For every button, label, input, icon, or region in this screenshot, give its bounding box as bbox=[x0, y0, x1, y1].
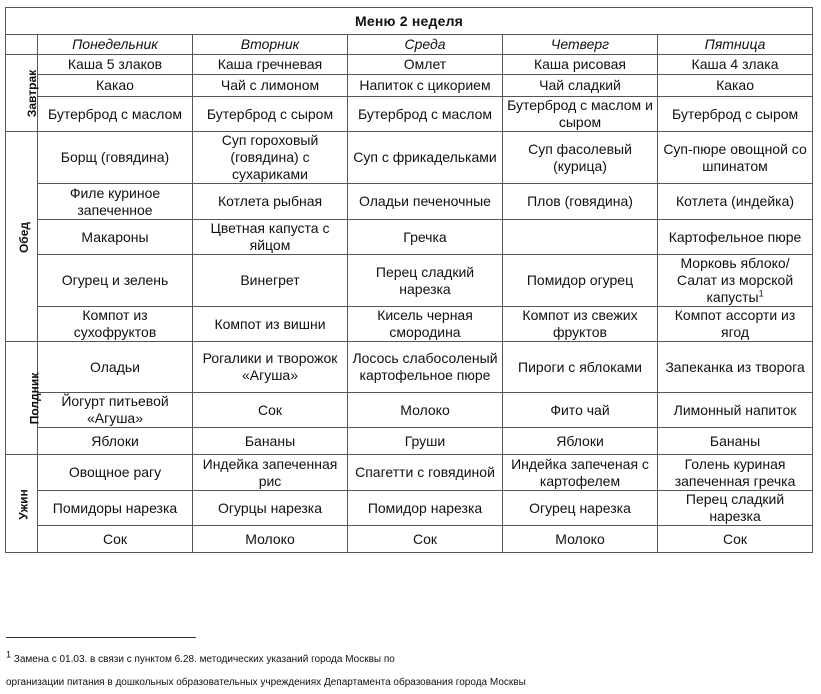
menu-cell bbox=[193, 97, 348, 132]
dish-text: Компот из свежих фруктов bbox=[522, 307, 638, 340]
dish-text: Оладьи печеночные bbox=[359, 193, 491, 209]
menu-cell bbox=[193, 220, 348, 255]
dish-text: Каша 5 злаков bbox=[67, 56, 163, 72]
menu-cell bbox=[503, 97, 658, 132]
dish-text: Лимонный напиток bbox=[673, 401, 797, 418]
dish-text: Цветная капуста с яйцом bbox=[210, 220, 330, 253]
menu-cell bbox=[193, 184, 348, 220]
menu-cell bbox=[503, 526, 658, 553]
menu-cell bbox=[658, 75, 813, 97]
dish-text: Чай сладкий bbox=[539, 77, 621, 93]
menu-cell bbox=[658, 491, 813, 526]
dish-text: Каша гречневая bbox=[217, 56, 323, 72]
menu-cell bbox=[348, 132, 503, 184]
menu-cell bbox=[503, 55, 658, 75]
dish-text: Бутерброд с сыром bbox=[671, 105, 799, 122]
menu-cell bbox=[348, 255, 503, 307]
menu-row bbox=[6, 393, 813, 428]
menu-cell bbox=[503, 455, 658, 491]
menu-row bbox=[6, 132, 813, 184]
dish-text: Какао bbox=[96, 77, 134, 93]
footnote-ref: 1 bbox=[758, 288, 764, 299]
menu-cell bbox=[503, 307, 658, 342]
menu-cell bbox=[348, 428, 503, 455]
dish-text: Каша 4 злака bbox=[691, 56, 779, 72]
meal-label: Ужин bbox=[16, 488, 31, 520]
dish-text: Оладьи bbox=[90, 358, 140, 375]
dish-text: Запеканка из творога bbox=[665, 358, 805, 375]
meal-label: Обед bbox=[17, 221, 32, 253]
dish-text: Сок bbox=[723, 530, 748, 547]
meal-label: Завтрак bbox=[25, 69, 40, 118]
menu-cell bbox=[348, 220, 503, 255]
dish-text: Перец сладкий нарезка bbox=[685, 491, 785, 524]
menu-table bbox=[5, 7, 813, 553]
dish-text: Сок bbox=[412, 530, 438, 547]
dish-text: Омлет bbox=[403, 56, 447, 72]
dish-text: Компот из вишни bbox=[214, 315, 326, 332]
dish-text: Суп фасолевый (курица) bbox=[528, 140, 632, 174]
dish-text: Овощное рагу bbox=[68, 464, 162, 480]
footnote-divider bbox=[6, 637, 196, 638]
menu-cell bbox=[658, 97, 813, 132]
dish-text: Молоко bbox=[245, 530, 295, 547]
menu-cell bbox=[193, 55, 348, 75]
menu-cell bbox=[38, 455, 193, 491]
menu-cell bbox=[658, 428, 813, 455]
dish-text: Плов (говядина) bbox=[527, 193, 633, 209]
menu-cell bbox=[503, 75, 658, 97]
dish-text: Индейка запеченая с картофелем bbox=[511, 455, 649, 489]
menu-cell bbox=[38, 220, 193, 255]
dish-text: Помидор нарезка bbox=[367, 499, 483, 516]
menu-cell bbox=[503, 184, 658, 220]
dish-text: Огурцы нарезка bbox=[217, 499, 322, 516]
dish-text: Котлета рыбная bbox=[217, 193, 323, 209]
dish-text: Перец сладкий нарезка bbox=[375, 263, 475, 297]
menu-row bbox=[6, 455, 813, 491]
dish-text: Йогурт питьевой «Агуша» bbox=[61, 393, 169, 426]
menu-cell bbox=[38, 342, 193, 393]
dish-text: Яблоки bbox=[556, 432, 604, 449]
menu-row bbox=[6, 75, 813, 97]
menu-cell bbox=[38, 97, 193, 132]
corner-cell bbox=[6, 35, 38, 55]
menu-cell bbox=[38, 526, 193, 553]
menu-row bbox=[6, 342, 813, 393]
menu-cell bbox=[348, 75, 503, 97]
menu-row bbox=[6, 255, 813, 307]
dish-text: Лосось слабосоленый картофельное пюре bbox=[352, 350, 498, 383]
dish-text: Гречка bbox=[403, 228, 447, 245]
dish-text: Груши bbox=[404, 432, 446, 449]
dish-text: Помидоры нарезка bbox=[52, 499, 178, 516]
menu-cell bbox=[38, 75, 193, 97]
meal-label-cell bbox=[6, 132, 38, 342]
menu-cell bbox=[38, 55, 193, 75]
menu-row bbox=[6, 491, 813, 526]
dish-text: Голень куриная запеченная гречка bbox=[674, 455, 796, 489]
menu-cell bbox=[38, 428, 193, 455]
menu-cell bbox=[503, 491, 658, 526]
dish-text: Филе куриное запеченное bbox=[69, 184, 161, 218]
day-header: Пятница bbox=[658, 35, 813, 55]
dish-text: Компот из сухофруктов bbox=[73, 307, 157, 340]
menu-cell bbox=[348, 307, 503, 342]
dish-text: Суп-пюре овощной со шпинатом bbox=[663, 140, 807, 174]
dish-text: Спагетти с говядиной bbox=[355, 464, 495, 480]
dish-text: Фито чай bbox=[550, 401, 610, 418]
day-header: Понедельник bbox=[38, 35, 193, 55]
menu-cell bbox=[38, 307, 193, 342]
dish-text: Рогалики и творожок «Агуша» bbox=[202, 350, 338, 383]
dish-text: Бутерброд с маслом и сыром bbox=[507, 97, 653, 130]
day-header: Вторник bbox=[193, 35, 348, 55]
menu-cell bbox=[503, 342, 658, 393]
dish-text: Котлета (индейка) bbox=[676, 193, 795, 209]
dish-text: Бутерброд с маслом bbox=[47, 105, 183, 122]
dish-text: Помидор огурец bbox=[526, 272, 634, 288]
dish-text: Бутерброд с маслом bbox=[357, 105, 493, 122]
menu-cell bbox=[503, 255, 658, 307]
menu-cell bbox=[658, 307, 813, 342]
dish-text: Компот ассорти из ягод bbox=[674, 307, 796, 340]
dish-text: Бутерброд с сыром bbox=[206, 105, 334, 122]
menu-cell bbox=[38, 255, 193, 307]
dish-text: Бананы bbox=[709, 432, 761, 449]
dish-text: Сок bbox=[257, 401, 283, 418]
dish-text: Бананы bbox=[244, 432, 296, 449]
dish-text: Суп гороховый (говядина) с сухариками bbox=[221, 132, 319, 182]
menu-cell bbox=[658, 220, 813, 255]
menu-cell bbox=[658, 455, 813, 491]
menu-cell bbox=[503, 220, 658, 255]
dish-text: Морковь яблоко/Салат из морской капусты bbox=[676, 255, 794, 305]
menu-cell bbox=[348, 526, 503, 553]
menu-cell bbox=[193, 255, 348, 307]
menu-cell bbox=[193, 526, 348, 553]
day-header: Среда bbox=[348, 35, 503, 55]
menu-cell bbox=[193, 491, 348, 526]
menu-cell bbox=[658, 184, 813, 220]
day-header: Четверг bbox=[503, 35, 658, 55]
dish-text: Молоко bbox=[555, 530, 605, 547]
menu-cell bbox=[38, 393, 193, 428]
menu-cell bbox=[38, 184, 193, 220]
menu-cell bbox=[193, 75, 348, 97]
menu-row bbox=[6, 526, 813, 553]
footnote-line-1: $^1$ Замена с 01.03. в связи с пунктом 6.28. методических указаний города Москвы по bbox=[6, 649, 395, 665]
dish-text: Пироги с яблоками bbox=[518, 358, 642, 375]
menu-cell bbox=[193, 393, 348, 428]
menu-cell bbox=[658, 526, 813, 553]
menu-cell bbox=[348, 455, 503, 491]
meal-label-cell bbox=[6, 55, 38, 132]
footnote-marker: 1 bbox=[6, 649, 12, 660]
menu-cell bbox=[658, 55, 813, 75]
dish-text: Индейка запеченная рис bbox=[202, 455, 338, 489]
dish-text: Винегрет bbox=[240, 272, 300, 288]
menu-cell bbox=[193, 455, 348, 491]
menu-cell bbox=[348, 393, 503, 428]
menu-cell bbox=[348, 184, 503, 220]
dish-text: Яблоки bbox=[91, 432, 139, 449]
menu-cell bbox=[193, 342, 348, 393]
meal-label-cell bbox=[6, 342, 42, 455]
menu-row bbox=[6, 55, 813, 75]
menu-cell bbox=[348, 55, 503, 75]
dish-text: Кисель черная смородина bbox=[377, 307, 473, 340]
dish-text: Огурец и зелень bbox=[61, 272, 169, 288]
footnote bbox=[6, 648, 806, 694]
dish-text: Молоко bbox=[400, 401, 450, 418]
meal-label-cell bbox=[6, 455, 38, 553]
menu-row bbox=[6, 97, 813, 132]
menu-cell bbox=[193, 428, 348, 455]
menu-cell bbox=[503, 428, 658, 455]
dish-text: Сок bbox=[102, 530, 128, 547]
menu-cell bbox=[348, 342, 503, 393]
menu-cell bbox=[503, 393, 658, 428]
menu-cell bbox=[658, 393, 813, 428]
dish-text: Суп с фрикадельками bbox=[353, 149, 497, 165]
meal-label: Полдник bbox=[27, 372, 42, 425]
menu-cell bbox=[38, 132, 193, 184]
dish-text: Каша рисовая bbox=[533, 56, 627, 72]
menu-cell bbox=[658, 342, 813, 393]
dish-text: Макароны bbox=[81, 228, 149, 245]
menu-cell bbox=[193, 307, 348, 342]
dish-text: Напиток с цикорием bbox=[359, 77, 491, 93]
menu-row bbox=[6, 184, 813, 220]
menu-cell bbox=[38, 491, 193, 526]
footnote-line-2: организации питания в дошкольных образовательных учреждениях Департамента образования города Москвы bbox=[6, 677, 526, 688]
dish-text: Какао bbox=[716, 77, 755, 93]
menu-cell bbox=[658, 132, 813, 184]
dish-text: Борщ (говядина) bbox=[60, 149, 170, 165]
dish-text: Картофельное пюре bbox=[668, 228, 802, 245]
menu-row bbox=[6, 428, 813, 455]
dish-text: Чай с лимоном bbox=[220, 77, 320, 93]
dish-text: Огурец нарезка bbox=[529, 499, 631, 516]
menu-cell bbox=[658, 255, 813, 307]
menu-cell bbox=[503, 132, 658, 184]
menu-row bbox=[6, 220, 813, 255]
menu-cell bbox=[193, 132, 348, 184]
menu-cell bbox=[348, 491, 503, 526]
menu-cell bbox=[348, 97, 503, 132]
menu-row bbox=[6, 307, 813, 342]
menu-title: Меню 2 неделя bbox=[6, 8, 813, 35]
